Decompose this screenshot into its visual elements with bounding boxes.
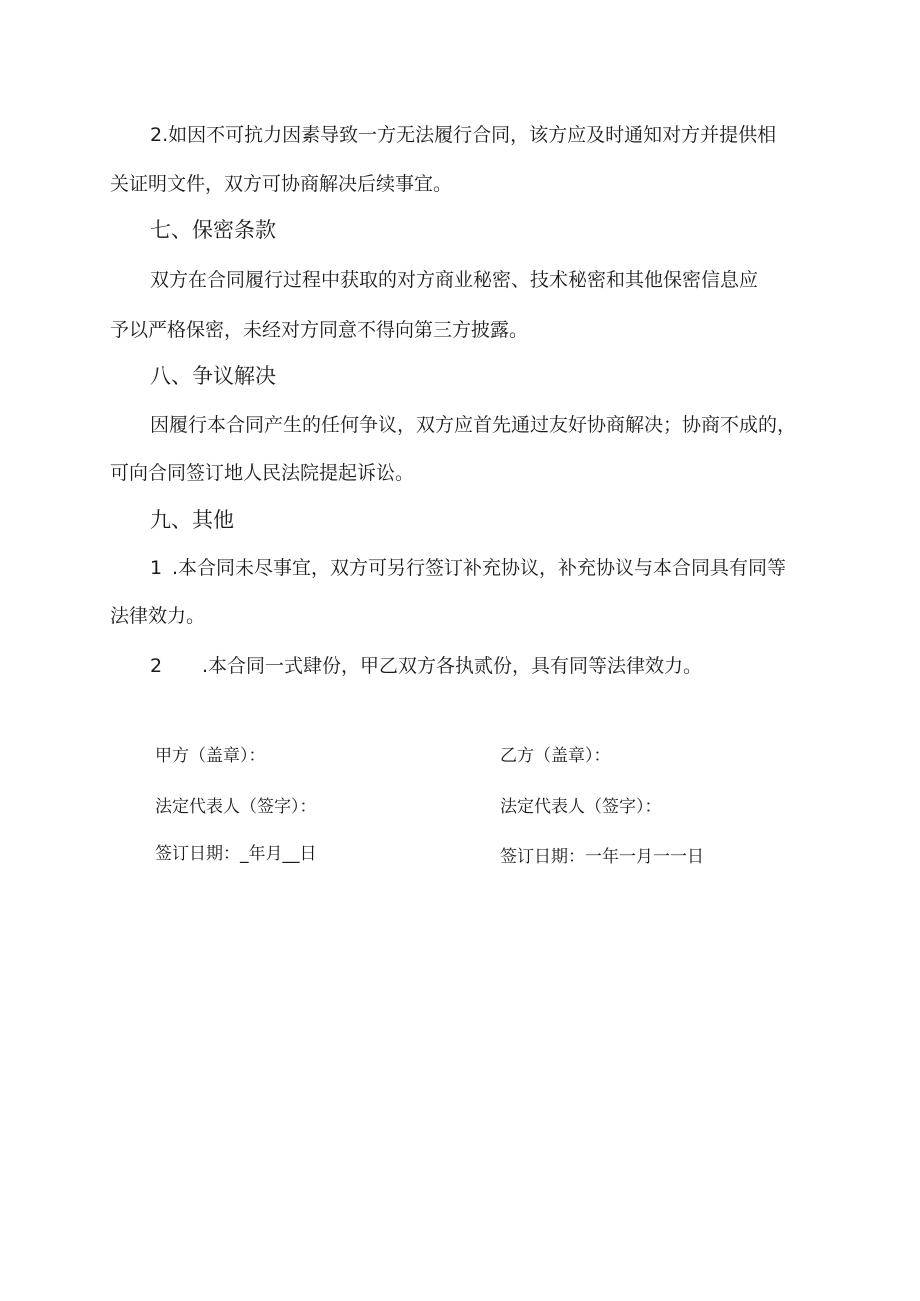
section-9-item-2-text: .本合同一式肆份，甲乙双方各执贰份，具有同等法律效力。 xyxy=(202,655,703,677)
party-b-representative-label: 法定代表人（签字）： xyxy=(500,797,662,817)
section-9-item-1-number: 1 xyxy=(150,557,163,579)
section-9-item-1-line-2: 法律效力。 xyxy=(110,605,206,627)
section-9-heading: 九、其他 xyxy=(150,508,234,532)
section-7-line-1: 双方在合同履行过程中获取的对方商业秘密、技术秘密和其他保密信息应 xyxy=(150,269,759,291)
force-majeure-item-2-line-2: 关证明文件，双方可协商解决后续事宜。 xyxy=(110,173,453,195)
section-7-line-2: 予以严格保密，未经对方同意不得向第三方披露。 xyxy=(110,319,529,341)
party-b-sign-date: 签订日期：一年一月一一日 xyxy=(500,847,704,867)
party-a-sign-date: 签订日期：_年月__日 xyxy=(155,844,317,864)
section-8-heading: 八、争议解决 xyxy=(150,364,276,388)
section-9-item-1-line-1: .本合同未尽事宜，双方可另行签订补充协议，补充协议与本合同具有同等 xyxy=(172,557,787,579)
section-7-heading: 七、保密条款 xyxy=(150,218,276,242)
section-9-item-2-number: 2 xyxy=(150,655,163,677)
section-8-line-2: 可向合同签订地人民法院提起诉讼。 xyxy=(110,462,415,484)
party-a-seal-label: 甲方（盖章）： xyxy=(155,746,266,766)
party-a-representative-label: 法定代表人（签字）： xyxy=(155,797,317,817)
party-b-seal-label: 乙方（盖章）： xyxy=(500,746,611,766)
section-8-line-1: 因履行本合同产生的任何争议，双方应首先通过友好协商解决；协商不成的， xyxy=(150,414,797,436)
force-majeure-item-2-line-1: 2.如因不可抗力因素导致一方无法履行合同，该方应及时通知对方并提供相 xyxy=(150,124,777,146)
